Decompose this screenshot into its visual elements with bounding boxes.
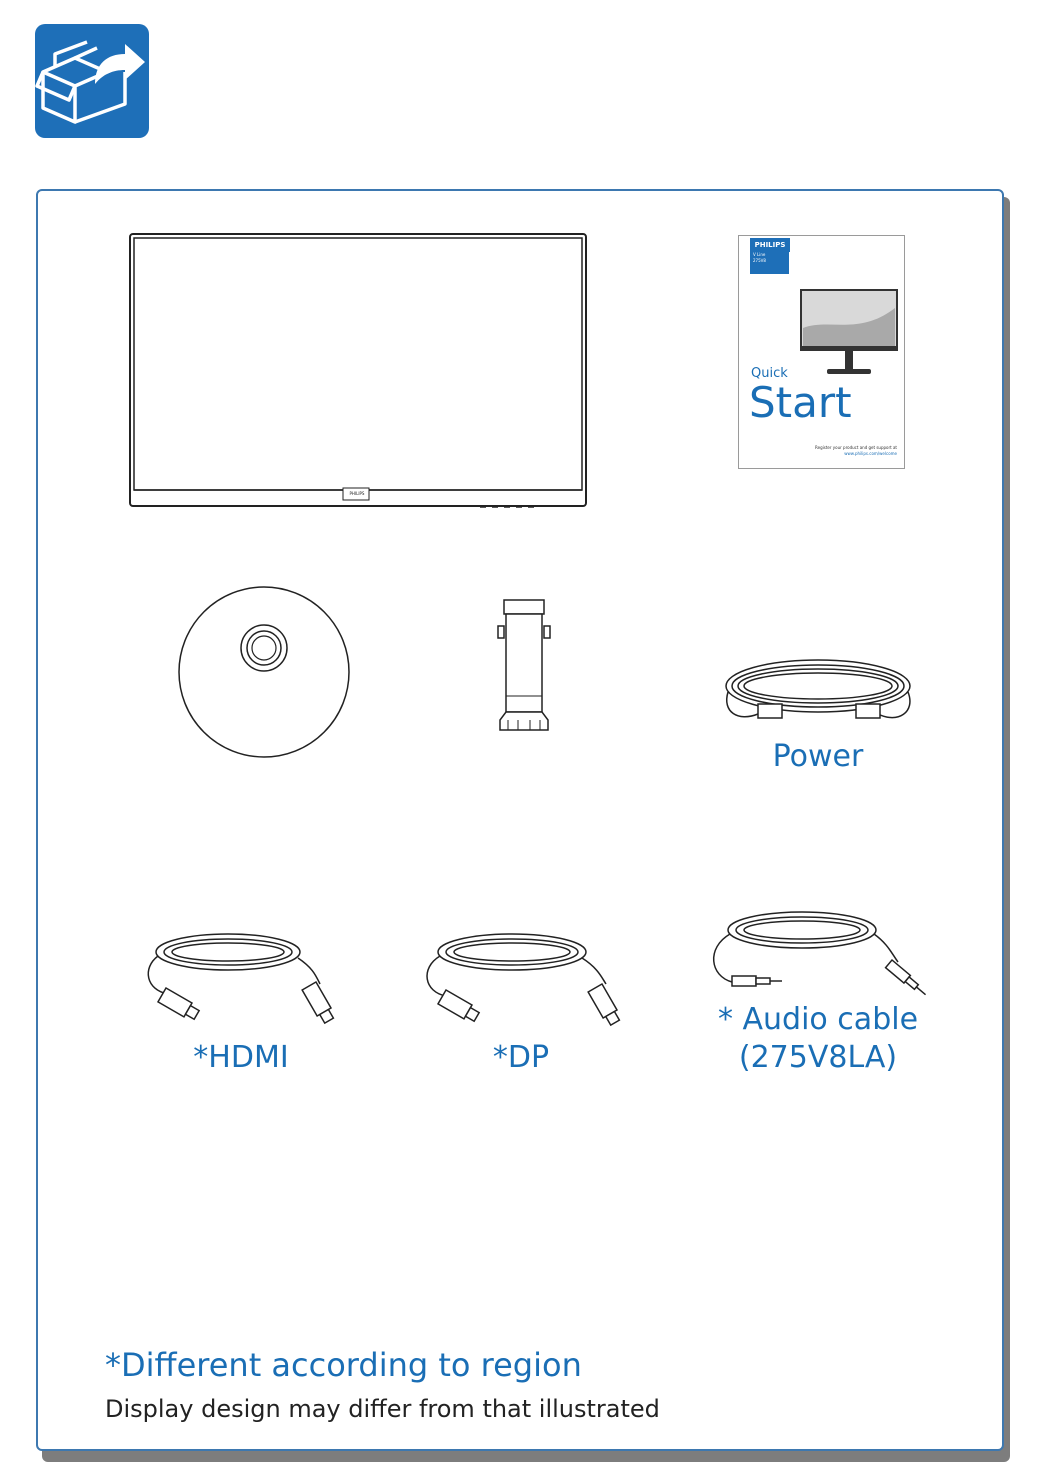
qsg-band-line1: V Line <box>753 252 766 257</box>
qsg-monitor-icon <box>799 288 899 380</box>
region-note: *Different according to region <box>105 1346 582 1384</box>
qsg-start: Start <box>749 378 852 427</box>
hdmi-label: *HDMI <box>193 1040 289 1075</box>
power-cable-illustration <box>718 652 918 732</box>
qsg-band <box>750 252 789 274</box>
stand-neck-illustration <box>496 596 552 734</box>
audio-label-line2: (275V8LA) <box>738 1040 898 1075</box>
monitor-illustration <box>128 232 588 508</box>
stand-base-illustration <box>176 584 352 760</box>
audio-cable-illustration <box>702 904 936 1000</box>
box-unpack-icon <box>35 24 149 138</box>
display-disclaimer: Display design may differ from that illustrated <box>105 1395 660 1423</box>
hdmi-cable-illustration <box>138 928 354 1028</box>
qsg-brand: PHILIPS <box>750 238 790 252</box>
qsg-register-text: Register your product and get support at <box>815 445 897 450</box>
qsg-band-line2: 275V8 <box>753 258 766 263</box>
audio-label-line1: * Audio cable <box>717 1002 919 1037</box>
dp-cable-illustration <box>416 928 638 1032</box>
power-label: Power <box>772 739 864 774</box>
quick-start-guide <box>738 235 905 469</box>
dp-label: *DP <box>492 1040 550 1075</box>
qsg-quick: Quick <box>751 366 788 381</box>
qsg-url: www.philips.com/welcome <box>844 451 897 456</box>
monitor-logo: PHILIPS <box>349 491 365 496</box>
